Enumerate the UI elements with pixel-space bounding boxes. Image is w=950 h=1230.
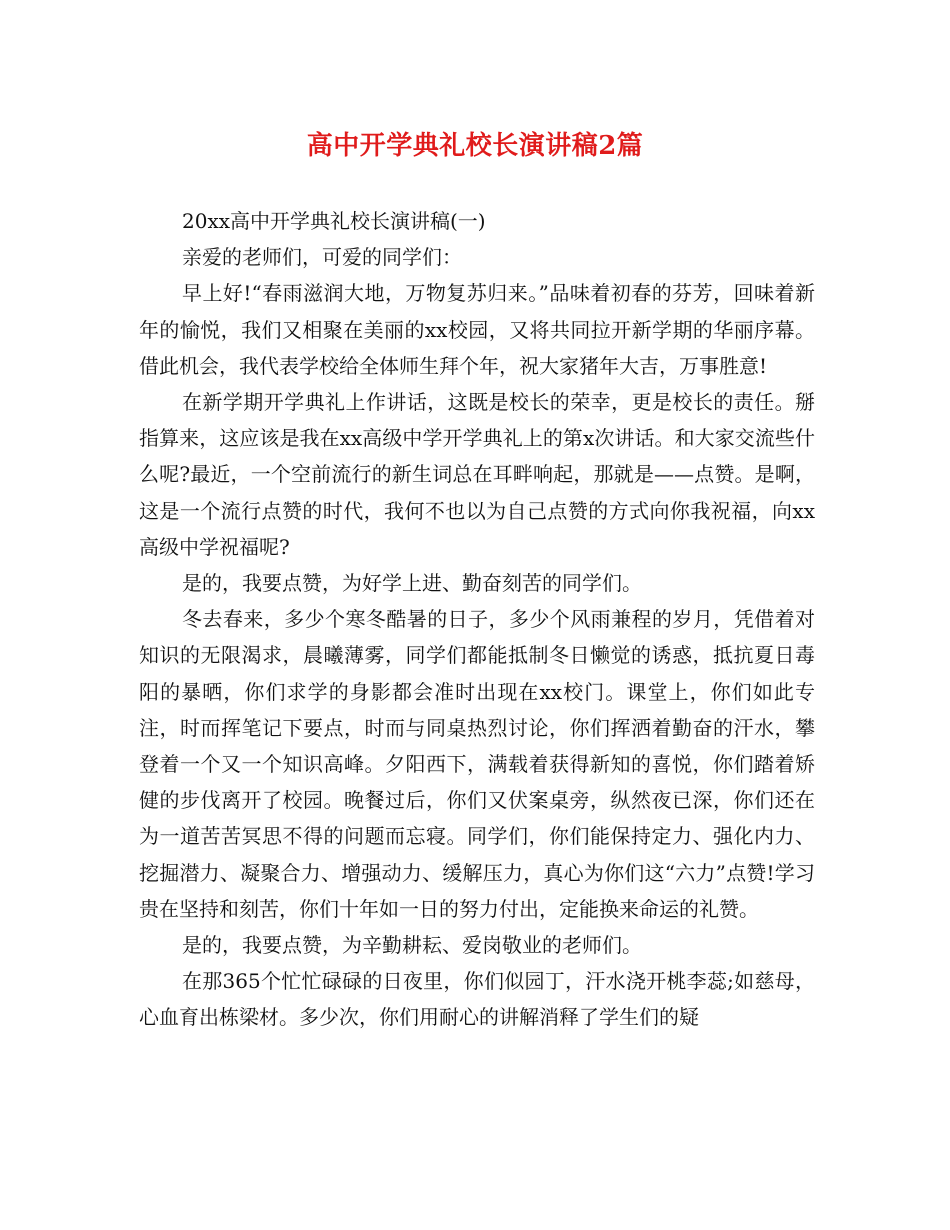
salutation: 亲爱的老师们，可爱的同学们： (182, 245, 462, 270)
paragraph-teachers-detail: 在那365个忙忙碌碌的日夜里，你们似园丁，汗水浇开桃李蕊;如慈母，心血育出栋梁材。多少次，你们用耐心的讲解消释了学生们的疑 (139, 969, 815, 1030)
paragraph-praise-students: 是的，我要点赞，为好学上进、勤奋刻苦的同学们。 (182, 571, 642, 596)
paragraph-praise-teachers: 是的，我要点赞，为辛勤耕耘、爱岗敬业的老师们。 (182, 933, 642, 958)
paragraph-speech-intro: 在新学期开学典礼上作讲话，这既是校长的荣幸，更是校长的责任。掰指算来，这应该是我在xx高级中学开学典礼上的第x次讲话。和大家交流些什么呢?最近，一个空前流行的新生词总在耳畔响起，那就是——点赞。是啊，这是一个流行点赞的时代，我何不也以为自己点赞的方式向你我祝福，向xx高级中学祝福呢? (139, 390, 815, 559)
paragraph-greeting: 早上好!“春雨滋润大地，万物复苏归来。”品味着初春的芬芳，回味着新年的愉悦，我们又相聚在美丽的xx校园，又将共同拉开新学期的华丽序幕。借此机会，我代表学校给全体师生拜个年，祝大家猪年大吉，万事胜意! (139, 281, 815, 378)
speech-heading: 20xx高中开学典礼校长演讲稿(一) (182, 209, 486, 233)
document-body (139, 203, 815, 1036)
document-title: 高中开学典礼校长演讲稿2篇 (306, 131, 644, 161)
paragraph-students-detail: 冬去春来，多少个寒冬酷暑的日子，多少个风雨兼程的岁月，凭借着对知识的无限渴求，晨曦薄雾，同学们都能抵制冬日懒觉的诱惑，抵抗夏日毒阳的暴晒，你们求学的身影都会准时出现在xx校门。课堂上，你们如此专注，时而挥笔记下要点，时而与同桌热烈讨论，你们挥洒着勤奋的汗水，攀登着一个又一个知识高峰。夕阳西下，满载着获得新知的喜悦，你们踏着矫健的步伐离开了校园。晚餐过后，你们又伏案桌旁，纵然夜已深，你们还在为一道苦苦冥思不得的问题而忘寝。同学们，你们能保持定力、强化内力、挖掘潜力、凝聚合力、增强动力、缓解压力，真心为你们这“六力”点赞!学习贵在坚持和刻苦，你们十年如一日的努力付出，定能换来命运的礼赞。 (139, 607, 815, 921)
